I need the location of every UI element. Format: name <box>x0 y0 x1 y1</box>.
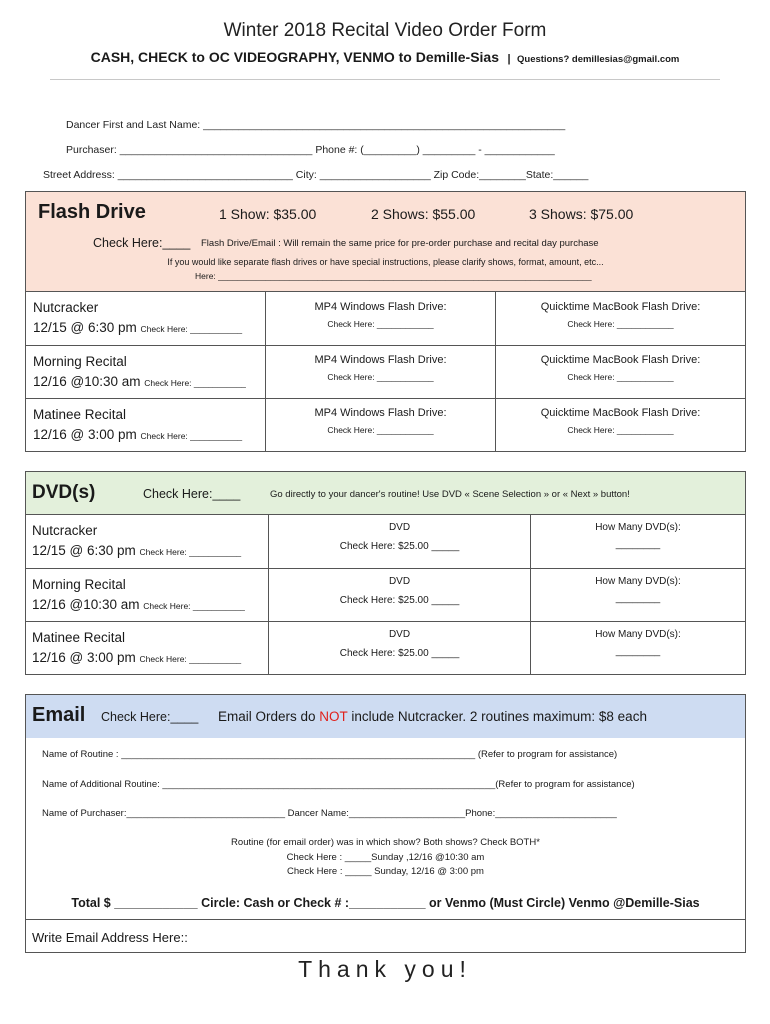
email-check-here[interactable]: Check Here:____ <box>101 710 199 724</box>
show-date <box>32 597 245 612</box>
purchaser-phone-field[interactable]: Purchaser: _________________________________ Phone #: (_________) _________ - ____________ <box>66 144 555 156</box>
dvd-price-check[interactable]: Check Here: $25.00 _____ <box>339 595 460 606</box>
show-name: Nutcracker <box>33 300 99 315</box>
table-row <box>26 514 745 568</box>
show-date-text: 12/16 @ 3:00 pm <box>33 427 137 442</box>
email-note-post: include Nutcracker. 2 routines maximum: $8 each <box>347 709 647 724</box>
separator: | <box>507 53 511 65</box>
show-name: Matinee Recital <box>33 407 127 422</box>
show-date-text: 12/15 @ 6:30 pm <box>32 543 136 558</box>
show-option-matinee[interactable]: Check Here : _____ Sunday, 12/16 @ 3:00 pm <box>287 866 484 877</box>
show-date <box>33 320 242 335</box>
flash-instructions-field[interactable]: Here: _______________________________________________________________________________ <box>195 271 592 281</box>
price-one-show: 1 Show: $35.00 <box>219 206 317 222</box>
howmany-cell <box>530 622 745 674</box>
mac-label: Quicktime MacBook Flash Drive: <box>540 301 701 313</box>
dvd-label: DVD <box>388 522 411 533</box>
mac-check[interactable]: Check Here: ____________ <box>567 319 674 329</box>
show-cell <box>26 622 268 674</box>
thank-you: Thank you! <box>298 956 472 982</box>
show-date-text: 12/16 @10:30 am <box>33 374 141 389</box>
howmany-cell <box>530 569 745 621</box>
dancer-name-field[interactable]: Dancer First and Last Name: ______________________________________________________________ <box>66 119 566 131</box>
show-date <box>32 650 241 665</box>
page-title: Winter 2018 Recital Video Order Form <box>223 20 547 41</box>
howmany-field[interactable]: ________ <box>615 539 661 550</box>
additional-routine-field[interactable]: Name of Additional Routine: _______________________________________________________________(Refer to program for assistance) <box>42 779 635 790</box>
routine-name-field[interactable]: Name of Routine : ___________________________________________________________________ (Refer to program for assistance) <box>42 749 618 760</box>
flash-drive-section <box>25 191 746 452</box>
email-section <box>25 694 746 953</box>
address-field[interactable]: Street Address: ______________________________ City: ___________________ Zip Code:________State:______ <box>43 169 589 181</box>
email-address-field[interactable]: Write Email Address Here:: <box>32 930 188 945</box>
show-check[interactable]: Check Here: ___________ <box>143 601 245 611</box>
mp4-check[interactable]: Check Here: ____________ <box>327 425 434 435</box>
show-check[interactable]: Check Here: ___________ <box>139 547 242 557</box>
flash-drive-title: Flash Drive <box>38 201 146 223</box>
howmany-label: How Many DVD(s): <box>595 522 681 533</box>
show-cell <box>26 292 265 345</box>
dvd-label: DVD <box>388 576 411 587</box>
header-divider <box>50 79 720 80</box>
flash-instructions-note: If you would like separate flash drives or have special instructions, please clarify shows, format, amount, etc... <box>167 257 604 267</box>
howmany-label: How Many DVD(s): <box>595 576 681 587</box>
purchaser-dancer-phone-field[interactable]: Name of Purchaser:______________________________ Dancer Name:______________________Phone:_______________________ <box>42 808 617 819</box>
show-name: Matinee Recital <box>32 630 126 645</box>
show-check[interactable]: Check Here: ___________ <box>140 324 243 334</box>
dvd-price-check[interactable]: Check Here: $25.00 _____ <box>339 541 460 552</box>
show-cell <box>26 569 268 621</box>
dvd-cell <box>268 515 530 568</box>
show-name: Morning Recital <box>32 577 126 592</box>
show-name: Morning Recital <box>33 354 127 369</box>
email-title: Email <box>32 704 86 726</box>
table-row <box>26 621 745 674</box>
show-cell <box>26 346 265 398</box>
howmany-cell <box>530 515 745 568</box>
price-two-shows: 2 Shows: $55.00 <box>371 206 476 222</box>
show-check[interactable]: Check Here: ___________ <box>139 654 242 664</box>
table-row <box>26 345 745 398</box>
show-check[interactable]: Check Here: ___________ <box>140 431 243 441</box>
flash-check-here[interactable]: Check Here:____ <box>93 236 191 250</box>
dvd-note: Go directly to your dancer's routine! Use DVD « Scene Selection » or « Next » button! <box>270 489 630 500</box>
show-date <box>32 543 241 558</box>
show-date <box>33 427 242 442</box>
dvd-price-check[interactable]: Check Here: $25.00 _____ <box>339 648 460 659</box>
mp4-cell <box>265 346 495 398</box>
total-payment-line[interactable]: Total $ ____________ Circle: Cash or Check # :___________ or Venmo (Must Circle) Venmo @Demille-Sias <box>71 896 700 910</box>
mac-cell <box>495 292 745 345</box>
questions-contact: Questions? demillesias@gmail.com <box>517 54 680 65</box>
show-name: Nutcracker <box>32 523 98 538</box>
table-row <box>26 398 745 451</box>
flash-drive-header <box>26 192 745 292</box>
mac-cell <box>495 346 745 398</box>
which-show-question: Routine (for email order) was in which show? Both shows? Check BOTH* <box>231 837 540 848</box>
mp4-cell <box>265 399 495 451</box>
email-address-row <box>26 919 745 953</box>
show-date-text: 12/15 @ 6:30 pm <box>33 320 137 335</box>
show-cell <box>26 399 265 451</box>
dvd-cell <box>268 622 530 674</box>
howmany-field[interactable]: ________ <box>615 646 661 657</box>
payment-line <box>0 49 770 67</box>
show-cell <box>26 515 268 568</box>
mp4-cell <box>265 292 495 345</box>
table-row <box>26 568 745 621</box>
table-row <box>26 291 745 345</box>
mp4-check[interactable]: Check Here: ____________ <box>327 319 434 329</box>
mp4-label: MP4 Windows Flash Drive: <box>314 354 447 366</box>
howmany-field[interactable]: ________ <box>615 593 661 604</box>
email-note-pre: Email Orders do <box>218 709 320 724</box>
mac-label: Quicktime MacBook Flash Drive: <box>540 354 701 366</box>
email-header <box>26 695 745 738</box>
mac-check[interactable]: Check Here: ____________ <box>567 425 674 435</box>
show-date-text: 12/16 @ 3:00 pm <box>32 650 136 665</box>
price-three-shows: 3 Shows: $75.00 <box>529 206 634 222</box>
show-date-text: 12/16 @10:30 am <box>32 597 140 612</box>
mp4-check[interactable]: Check Here: ____________ <box>327 372 434 382</box>
mac-cell <box>495 399 745 451</box>
dvd-section <box>25 471 746 675</box>
dvd-label: DVD <box>388 629 411 640</box>
mp4-label: MP4 Windows Flash Drive: <box>314 407 447 419</box>
show-date <box>33 374 246 389</box>
dvd-title: DVD(s) <box>32 482 96 503</box>
dvd-check-here[interactable]: Check Here:____ <box>143 487 241 501</box>
show-check[interactable]: Check Here: ___________ <box>144 378 246 388</box>
howmany-label: How Many DVD(s): <box>595 629 681 640</box>
show-option-morning[interactable]: Check Here : _____Sunday ,12/16 @10:30 am <box>286 852 485 863</box>
mac-label: Quicktime MacBook Flash Drive: <box>540 407 701 419</box>
payment-instructions: CASH, CHECK to OC VIDEOGRAPHY, VENMO to Demille-Sias <box>90 49 500 65</box>
dvd-header <box>26 472 745 515</box>
email-note-not: NOT <box>319 709 348 724</box>
flash-price-note: Flash Drive/Email : Will remain the same price for pre-order purchase and recital day purchase <box>201 238 599 249</box>
dvd-cell <box>268 569 530 621</box>
mp4-label: MP4 Windows Flash Drive: <box>314 301 447 313</box>
mac-check[interactable]: Check Here: ____________ <box>567 372 674 382</box>
email-note <box>218 709 647 724</box>
